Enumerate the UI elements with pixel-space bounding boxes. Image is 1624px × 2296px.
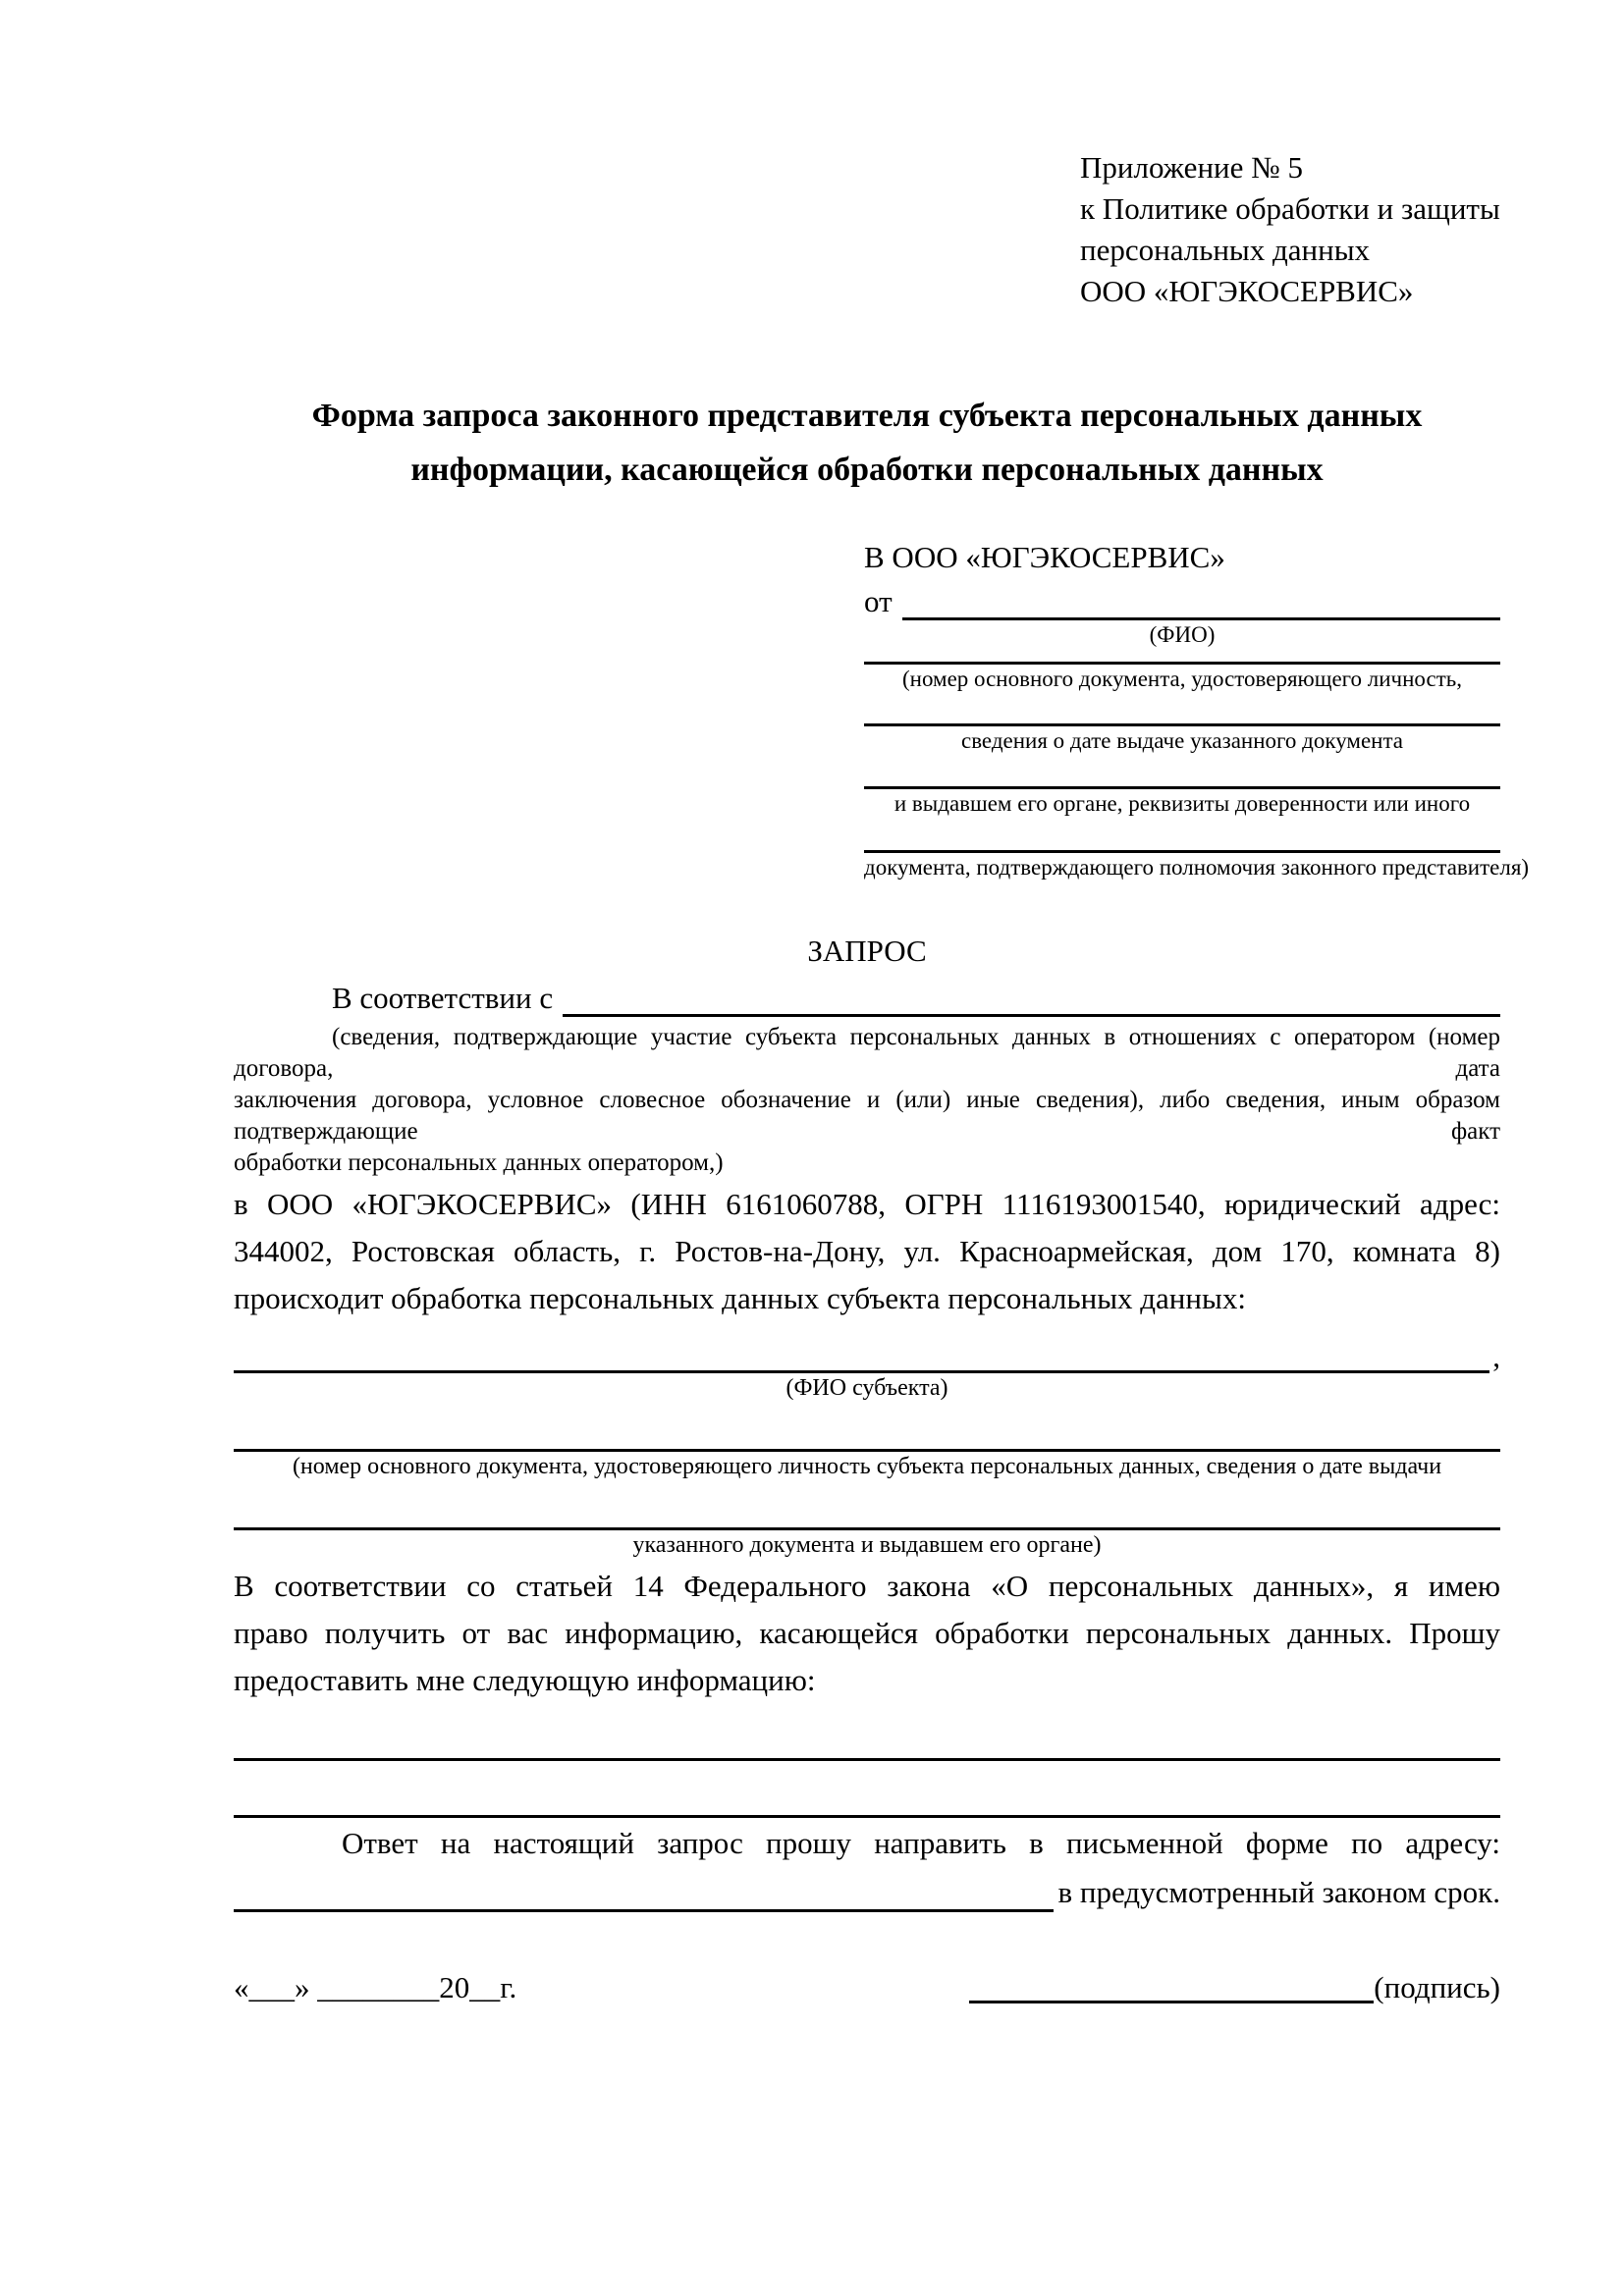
addressee-org: В ООО «ЮГЭКОСЕРВИС» bbox=[864, 540, 1225, 574]
signature-line bbox=[969, 2001, 1374, 2003]
accordance-label: В соответствии с bbox=[332, 981, 554, 1015]
form-title-line-2: информации, касающейся обработки персональных данных bbox=[410, 452, 1324, 488]
accordance-note bbox=[234, 1022, 1500, 1179]
representative-doc-line bbox=[864, 650, 1500, 665]
accordance-row bbox=[234, 975, 1500, 1017]
date-field: «___» ________20__г. bbox=[234, 1970, 517, 2004]
representative-doc-line bbox=[864, 756, 1500, 789]
operator-paragraph-line: происходит обработка персональных данных субъекта персональных данных: bbox=[234, 1281, 1246, 1315]
form-title bbox=[234, 389, 1500, 497]
appendix-line: к Политике обработки и защиты bbox=[1080, 191, 1500, 226]
appendix-reference bbox=[1080, 147, 1500, 312]
signature-block bbox=[969, 1967, 1500, 2008]
fio-caption: (ФИО) bbox=[1149, 622, 1216, 647]
answer-address-row bbox=[234, 1867, 1500, 1912]
note-line: заключения договора, условное словесное обозначение и (или) иные сведения), либо сведения, иным образом подтверждающие факт bbox=[234, 1087, 1500, 1145]
answer-paragraph bbox=[234, 1820, 1500, 1867]
addressee-block bbox=[864, 536, 1530, 882]
representative-doc-line bbox=[864, 819, 1500, 853]
requested-info-line bbox=[234, 1704, 1500, 1761]
appendix-line: персональных данных bbox=[1080, 233, 1371, 267]
subject-doc-line bbox=[234, 1415, 1500, 1452]
accordance-fill-line bbox=[563, 1014, 1500, 1017]
subject-doc-line bbox=[234, 1494, 1500, 1530]
appendix-line: ООО «ЮГЭКОСЕРВИС» bbox=[1080, 274, 1414, 308]
representative-doc-caption: сведения о дате выдаче указанного документа bbox=[960, 728, 1404, 753]
subject-fio-row bbox=[234, 1330, 1500, 1373]
representative-doc-caption: и выдавшем его органе, реквизиты доверенности или иного bbox=[893, 791, 1471, 816]
law-paragraph-line: В соответствии со статьей 14 Федерального закона «О персональных данных», я имею bbox=[234, 1569, 1500, 1603]
subject-fio-caption: (ФИО субъекта) bbox=[785, 1375, 948, 1401]
appendix-line: Приложение № 5 bbox=[1080, 150, 1303, 185]
operator-paragraph bbox=[234, 1181, 1500, 1322]
subject-fio-comma: , bbox=[1492, 1339, 1500, 1373]
law-paragraph-line: предоставить мне следующую информацию: bbox=[234, 1663, 816, 1697]
operator-paragraph-line: 344002, Ростовская область, г. Ростов-на-Дону, ул. Красноармейская, дом 170, комната 8) bbox=[234, 1234, 1500, 1268]
representative-doc-caption: документа, подтверждающего полномочия законного представителя) bbox=[864, 855, 1530, 880]
answer-address-line bbox=[234, 1909, 1054, 1912]
from-label: от bbox=[864, 584, 893, 618]
footer-row bbox=[234, 1967, 1500, 2008]
law-paragraph bbox=[234, 1563, 1500, 1704]
answer-paragraph-line: Ответ на настоящий запрос прошу направить в письменной форме по адресу: bbox=[342, 1826, 1500, 1860]
subject-doc-caption: (номер основного документа, удостоверяющего личность субъекта персональных данных, сведения о дате выдачи bbox=[292, 1454, 1442, 1479]
requested-info-line bbox=[234, 1761, 1500, 1818]
note-line: обработки персональных данных оператором,) bbox=[234, 1149, 724, 1176]
note-line: (сведения, подтверждающие участие субъекта персональных данных в отношениях с оператором (номер договора, дата bbox=[234, 1024, 1500, 1082]
subject-doc-caption: указанного документа и выдавшем его органе) bbox=[632, 1532, 1102, 1558]
representative-doc-caption: (номер основного документа, удостоверяющего личность, bbox=[901, 667, 1462, 691]
request-heading: ЗАПРОС bbox=[807, 934, 927, 968]
representative-doc-line bbox=[864, 694, 1500, 726]
form-title-line-1: Форма запроса законного представителя субъекта персональных данных bbox=[311, 398, 1423, 434]
from-row bbox=[864, 579, 1500, 620]
answer-suffix: в предусмотренный законом срок. bbox=[1057, 1875, 1500, 1909]
law-paragraph-line: право получить от вас информацию, касающейся обработки персональных данных. Прошу bbox=[234, 1616, 1500, 1650]
signature-caption: (подпись) bbox=[1374, 1970, 1500, 2004]
operator-paragraph-line: в ООО «ЮГЭКОСЕРВИС» (ИНН 6161060788, ОГРН 1116193001540, юридический адрес: bbox=[234, 1187, 1500, 1221]
